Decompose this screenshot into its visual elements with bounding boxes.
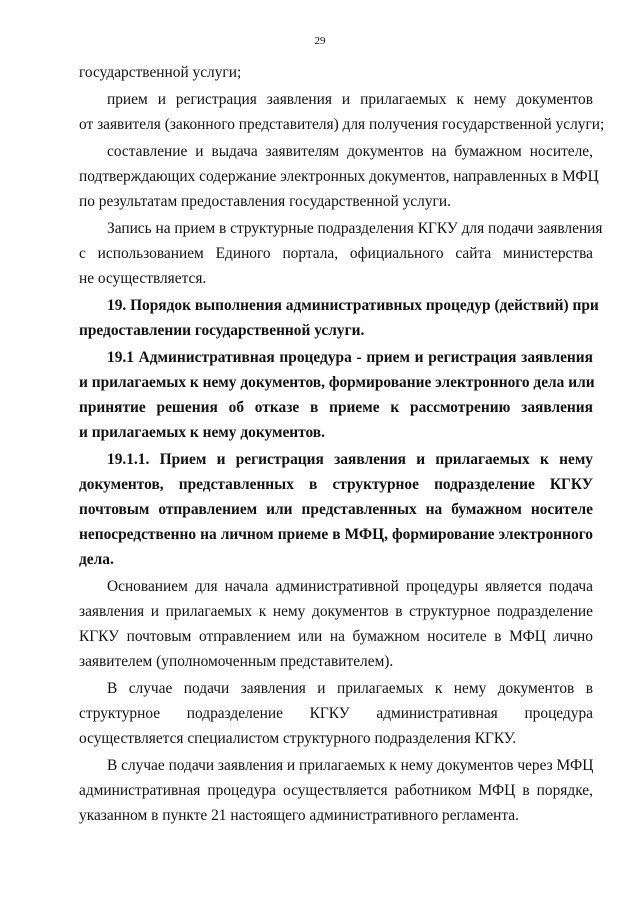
text-line: государственной услуги;: [79, 64, 242, 81]
text-line: В случае подачи заявления и прилагаемых к нему документов в: [107, 680, 593, 697]
section-heading: [79, 345, 593, 445]
text-line: по результатам предоставления государственной услуги.: [79, 193, 451, 210]
text-line: 19.1 Административная процедура - прием и регистрация заявления: [107, 349, 593, 366]
section-heading: [79, 293, 599, 343]
text-line: осуществляется специалистом структурного подразделения КГКУ.: [79, 730, 517, 747]
paragraph: [79, 87, 605, 137]
text-line: КГКУ почтовым отправлением или на бумажном носителе в МФЦ лично: [79, 628, 593, 645]
text-line: предоставлении государственной услуги.: [79, 322, 365, 339]
text-line: указанном в пункте 21 настоящего административного регламента.: [79, 807, 519, 824]
paragraph: [79, 676, 593, 751]
text-line: и прилагаемых к нему документов.: [79, 424, 325, 441]
text-line: документов, представленных в структурное подразделение КГКУ: [79, 476, 593, 493]
text-line: с использованием Единого портала, официального сайта министерства: [79, 245, 593, 262]
document-body: [79, 60, 605, 830]
section-heading: [79, 447, 593, 572]
text-line: В случае подачи заявления и прилагаемых к нему документов через МФЦ: [107, 757, 594, 774]
text-line: непосредственно на личном приеме в МФЦ, формирование электронного: [79, 526, 593, 543]
text-line: составление и выдача заявителям документов на бумажном носителе,: [107, 143, 593, 160]
text-line: 19. Порядок выполнения административных процедур (действий) при: [107, 297, 599, 314]
text-line: принятие решения об отказе в приеме к рассмотрению заявления: [79, 399, 593, 416]
page-number: 29: [314, 35, 326, 47]
text-line: от заявителя (законного представителя) для получения государственной услуги;: [79, 116, 605, 133]
text-line: почтовым отправлением или представленных на бумажном носителе: [79, 501, 593, 518]
text-line: прием и регистрация заявления и прилагаемых к нему документов: [107, 91, 593, 108]
text-line: не осуществляется.: [79, 270, 207, 287]
text-line: 19.1.1. Прием и регистрация заявления и прилагаемых к нему: [107, 451, 593, 468]
text-line: Основанием для начала административной процедуры является подача: [107, 578, 593, 595]
text-line: структурное подразделение КГКУ административная процедура: [79, 705, 593, 722]
paragraph: [79, 216, 603, 291]
text-line: заявления и прилагаемых к нему документов в структурное подразделение: [79, 603, 593, 620]
text-line: и прилагаемых к нему документов, формирование электронного дела или: [79, 374, 595, 391]
paragraph: [79, 139, 599, 214]
text-line: дела.: [79, 551, 114, 568]
paragraph: [79, 753, 593, 828]
text-line: подтверждающих содержание электронных документов, направленных в МФЦ: [79, 168, 599, 185]
paragraph: [79, 60, 593, 85]
paragraph: [79, 574, 593, 674]
text-line: Запись на прием в структурные подразделения КГКУ для подачи заявления: [107, 220, 603, 237]
text-line: административная процедура осуществляется работником МФЦ в порядке,: [79, 782, 593, 799]
text-line: заявителем (уполномоченным представителем).: [79, 653, 394, 670]
